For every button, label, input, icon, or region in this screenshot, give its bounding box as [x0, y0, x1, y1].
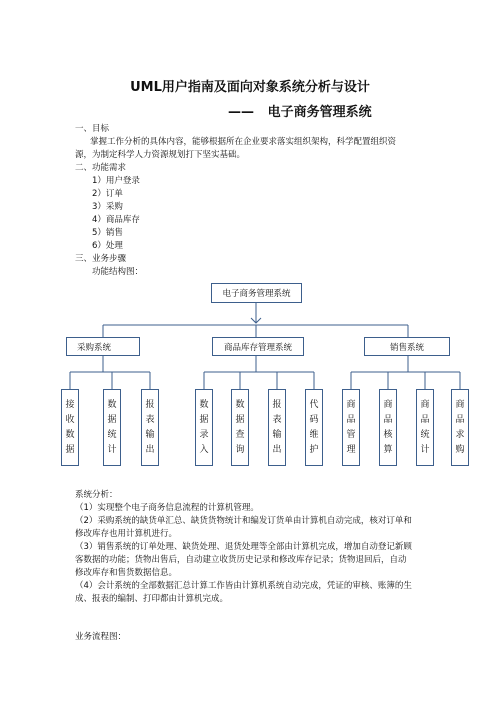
- function-chart-label: 功能结构图：: [92, 267, 144, 277]
- diagram-group-purchase: 采购系统: [66, 337, 140, 356]
- analysis-line: 修改库存和售货数据信息。: [75, 568, 178, 578]
- analysis-line: （1）实现整个电子商务信息流程的计算机管理。: [75, 503, 259, 513]
- diagram-root-node: 电子商务管理系统: [211, 283, 302, 303]
- analysis-line: （2）采购系统的缺货单汇总、缺货货物统计和编发订货单由计算机自动完成，核对订单和: [75, 516, 412, 526]
- diagram-leaf-product-statistics: 商 品 统 计: [416, 389, 434, 466]
- diagram-leaf-product-accounting: 商 品 核 算: [379, 389, 397, 466]
- requirement-item: 6）处理: [92, 241, 123, 251]
- analysis-heading: 系统分析：: [75, 490, 118, 500]
- diagram-leaf-product-management: 商 品 管 理: [342, 389, 360, 466]
- diagram-leaf-product-purchase-request: 商 品 求 购: [451, 389, 469, 466]
- analysis-line: 客数据的功能；货物出售后，自动建立收货历史记录和修改库存记录；货物退回后，自动: [75, 555, 407, 565]
- document-title: UML用户指南及面向对象系统分析与设计: [130, 80, 370, 95]
- requirement-item: 3）采购: [92, 202, 123, 212]
- section-business-steps-heading: 三、业务步骤: [75, 254, 127, 264]
- analysis-line: 修改库存也用计算机进行。: [75, 529, 178, 539]
- requirement-item: 1）用户登录: [92, 176, 140, 186]
- analysis-line: （4）会计系统的全部数据汇总计算工作皆由计算机系统自动完成，凭证的审核、账簿的生: [75, 581, 412, 591]
- diagram-leaf-data-query: 数 据 查 询: [231, 389, 249, 466]
- document-subtitle: —— 电子商务管理系统: [228, 105, 372, 120]
- diagram-leaf-data-entry: 数 据 录 入: [195, 389, 213, 466]
- goal-text-line-1: 掌握工作分析的具体内容，能够根据所在企业要求落实组织架构，科学配置组织资: [90, 137, 397, 147]
- diagram-leaf-report-output: 报 表 输 出: [141, 389, 159, 466]
- requirement-item: 5）销售: [92, 228, 123, 238]
- requirement-item: 2）订单: [92, 189, 123, 199]
- requirement-item: 4）商品库存: [92, 215, 140, 225]
- business-flow-label: 业务流程图：: [75, 632, 127, 642]
- diagram-leaf-receive-data: 接 收 数 据: [61, 389, 79, 466]
- diagram-leaf-data-statistics: 数 据 统 计: [103, 389, 121, 466]
- analysis-line: （3）销售系统的订单处理、缺货处理、退货处理等全部由计算机完成，增加自动登记新顾: [75, 542, 412, 552]
- diagram-group-sales: 销售系统: [364, 337, 450, 356]
- diagram-leaf-report-output-2: 报 表 输 出: [268, 389, 286, 466]
- section-goal-heading: 一、目标: [75, 124, 110, 134]
- diagram-leaf-code-maintenance: 代 码 维 护: [305, 389, 323, 466]
- goal-text-line-2: 源，为制定科学人力资源规划打下坚实基础。: [75, 150, 246, 160]
- section-requirements-heading: 二、功能需求: [75, 163, 127, 173]
- analysis-line: 成、报表的编制、打印都由计算机完成。: [75, 594, 229, 604]
- diagram-group-inventory: 商品库存管理系统: [212, 337, 304, 356]
